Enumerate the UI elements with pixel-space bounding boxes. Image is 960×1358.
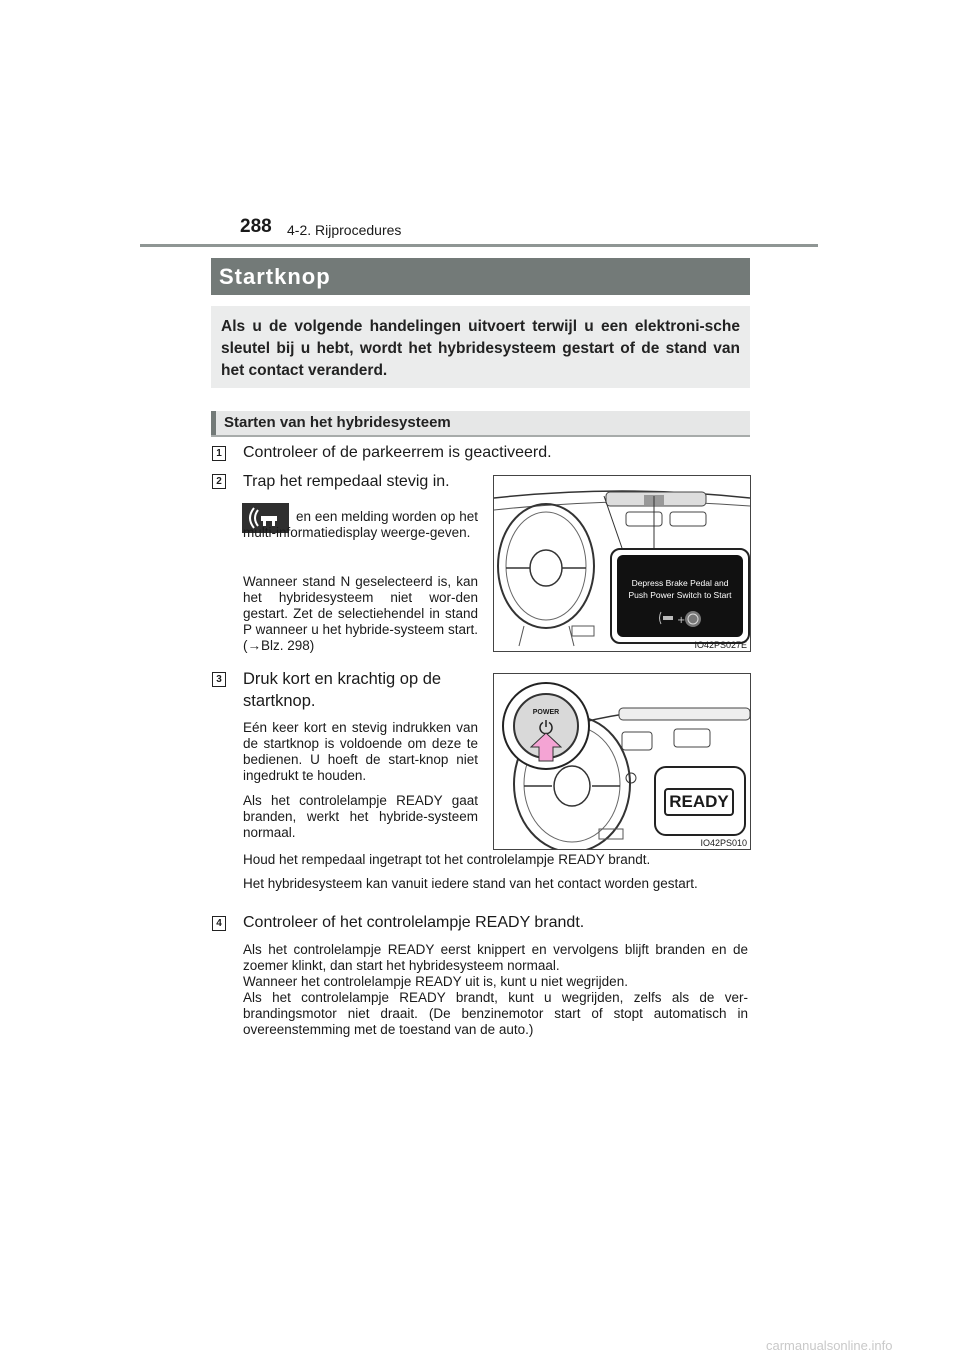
- section-label: 4-2. Rijprocedures: [287, 222, 402, 238]
- step-4-text: Controleer of het controlelampje READY brandt.: [243, 914, 585, 931]
- step-number-3: 3: [212, 672, 226, 687]
- subsection-title: Starten van het hybridesysteem: [224, 414, 451, 431]
- step-3-note-2: Als het controlelampje READY gaat branden, werkt het hybride-systeem normaal.: [243, 793, 478, 840]
- power-button-label: POWER: [532, 709, 560, 716]
- figure-dashboard-display: [493, 475, 751, 652]
- power-button-callout: [502, 682, 590, 770]
- step-4-note-1: Als het controlelampje READY eerst knippert en vervolgens blijft branden en de zoemer klinkt, dan start het hybridesysteem normaal.: [243, 942, 748, 973]
- step-2-text: Trap het rempedaal stevig in.: [243, 473, 450, 490]
- display-callout: [610, 548, 750, 644]
- step-3-note-4: Het hybridesysteem kan vanuit iedere stand van het contact worden gestart.: [243, 876, 698, 891]
- subsection-header: [211, 411, 750, 437]
- intro-box: [211, 306, 750, 388]
- page-title: Startknop: [219, 264, 331, 289]
- display-line-2: Push Power Switch to Start: [628, 590, 732, 600]
- title-bar: [211, 258, 750, 295]
- page-number: 288: [240, 216, 272, 237]
- display-line-1: Depress Brake Pedal and: [631, 578, 729, 588]
- press-arrow-icon: [530, 732, 562, 762]
- ready-indicator: READY: [664, 788, 734, 816]
- subsection-accent: [211, 411, 216, 435]
- step-3-text-line-2: startknop.: [243, 692, 316, 710]
- step-number-1: 1: [212, 446, 226, 461]
- brake-and-power-icon: [659, 609, 705, 631]
- figure-power-button: [493, 673, 751, 850]
- figure-2-caption: IO42PS010: [700, 838, 747, 848]
- svg-text:+: +: [677, 615, 686, 626]
- step-number-2: 2: [212, 474, 226, 489]
- ready-callout: [654, 766, 746, 836]
- figure-1-caption: IO42PS027E: [694, 640, 747, 650]
- step-4-note-2: Wanneer het controlelampje READY uit is, kunt u niet wegrijden.: [243, 974, 628, 989]
- intro-text: Als u de volgende handelingen uitvoert terwijl u een elektroni-sche sleutel bij u hebt, wordt het hybridesysteem gestart of de stand van het contact veranderd.: [221, 318, 740, 379]
- step-number-4: 4: [212, 916, 226, 931]
- step-3-note-1: Eén keer kort en stevig indrukken van de startknop is voldoende om deze te bedienen. U hoeft de start-knop niet ingedrukt te houden.: [243, 720, 478, 783]
- step-3-text-line-1: Druk kort en krachtig op de: [243, 670, 442, 688]
- header-rule: [140, 244, 818, 247]
- step-2-note-2: Wanneer stand N geselecteerd is, kan het hybridesysteem niet wor-den gestart. Zet de selectiehendel in stand P wanneer u het hybride-systeem start. (→Blz. 298): [243, 574, 478, 653]
- step-1-text: Controleer of de parkeerrem is geactiveerd.: [243, 444, 552, 461]
- step-4-note-3: Als het controlelampje READY brandt, kunt u wegrijden, zelfs als de ver-brandingsmotor niet draait. (De benzinemotor start of stopt automatisch in overeenstemming met de toestand van de auto.): [243, 990, 748, 1037]
- step-3-note-3: Houd het rempedaal ingetrapt tot het controlelampje READY brandt.: [243, 852, 651, 867]
- display-screen: [617, 555, 743, 637]
- footer-watermark[interactable]: carmanualsonline.info: [766, 1338, 893, 1353]
- step-2-note-1: en een melding worden op het multi-informatiedisplay weerge-geven.: [243, 509, 478, 540]
- display-message: [617, 577, 743, 601]
